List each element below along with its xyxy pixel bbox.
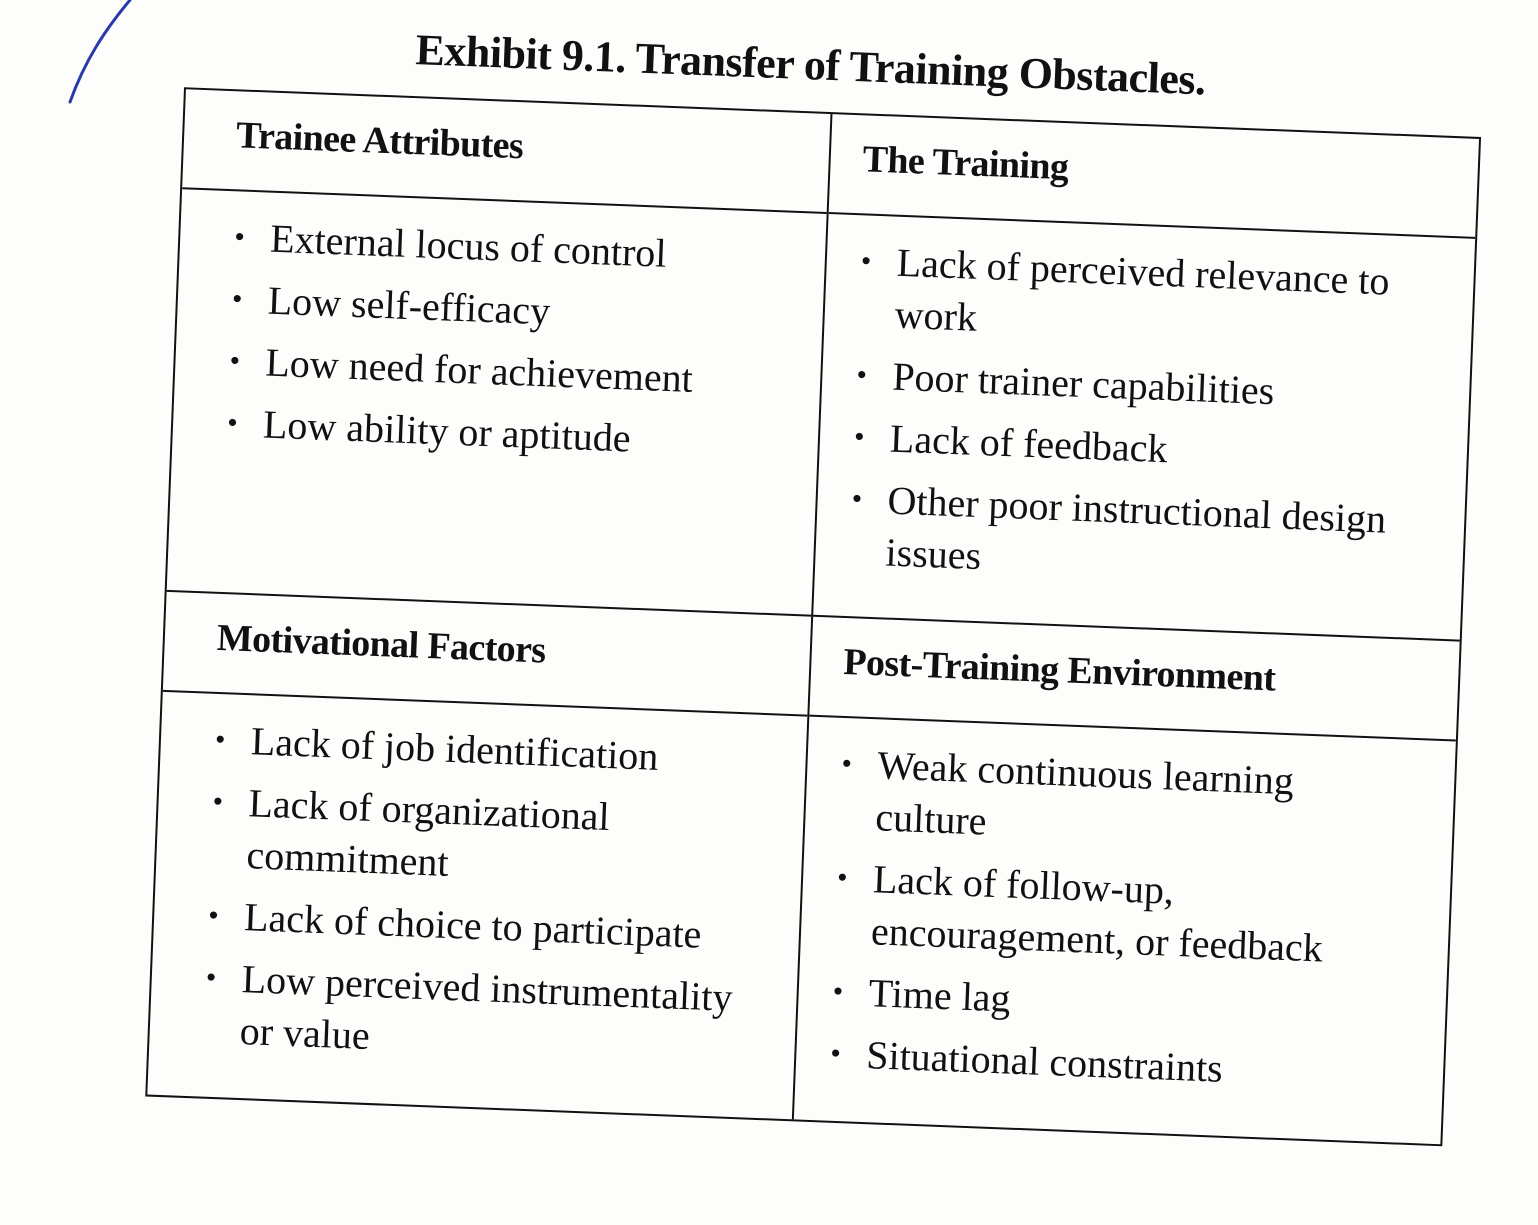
- list-item: [208, 776, 765, 901]
- bullet-icon: •: [226, 406, 239, 440]
- obstacle-list: [172, 189, 826, 472]
- list-item: [229, 273, 784, 346]
- bullet-icon: •: [205, 960, 218, 995]
- exhibit-page: [129, 15, 1511, 1176]
- item-text: Lack of feedback: [889, 415, 1169, 472]
- quadrant-motivational-factors: [147, 592, 813, 1119]
- exhibit-title: Exhibit 9.1. Transfer of Training Obstacles.: [414, 25, 1207, 105]
- list-item: [856, 235, 1435, 361]
- bullet-icon: •: [228, 344, 241, 378]
- bullet-icon: •: [836, 860, 849, 895]
- list-item: [847, 473, 1426, 599]
- list-item: [212, 714, 767, 787]
- quadrant-header: Motivational Factors: [163, 592, 811, 717]
- item-text: Time lag: [867, 970, 1012, 1021]
- bullet-icon: •: [853, 420, 866, 454]
- item-text: Situational constraints: [865, 1032, 1224, 1091]
- item-text: Low self-efficacy: [267, 277, 552, 334]
- item-text: Lack of perceived relevance to work: [893, 239, 1391, 340]
- quadrant-post-training-environment: [794, 617, 1460, 1144]
- item-text: Low need for achievement: [264, 339, 694, 401]
- list-item: [201, 952, 758, 1077]
- list-item: [830, 966, 1407, 1040]
- bullet-icon: •: [855, 358, 868, 392]
- list-item: [231, 211, 786, 284]
- obstacles-grid: [145, 87, 1481, 1146]
- bullet-icon: •: [860, 244, 872, 278]
- item-text: Poor trainer capabilities: [891, 353, 1276, 414]
- bullet-icon: •: [207, 898, 220, 933]
- list-item: [851, 411, 1428, 485]
- item-text: Other poor instructional design issues: [884, 477, 1387, 579]
- item-text: Lack of follow-up, encouragement, or feedback: [870, 856, 1324, 971]
- bullet-icon: •: [214, 722, 227, 757]
- item-text: Low ability or aptitude: [262, 401, 632, 461]
- quadrant-trainee-attributes: [167, 89, 833, 616]
- bullet-icon: •: [851, 482, 863, 516]
- list-item: [205, 890, 760, 963]
- quadrant-header: The Training: [829, 114, 1479, 239]
- item-text: Lack of choice to participate: [243, 894, 703, 957]
- bullet-icon: •: [211, 784, 224, 819]
- item-text: Low perceived instrumentality or value: [238, 956, 734, 1059]
- item-text: Lack of organizational commitment: [245, 780, 611, 885]
- item-text: Weak continuous learning culture: [874, 742, 1295, 844]
- list-item: [227, 335, 782, 408]
- list-item: [224, 397, 779, 470]
- bullet-icon: •: [231, 282, 244, 316]
- quadrant-header: Post-Training Environment: [809, 617, 1459, 742]
- quadrant-header: Trainee Attributes: [182, 89, 830, 214]
- obstacle-list: [815, 214, 1475, 601]
- obstacle-list: [795, 717, 1455, 1104]
- item-text: Lack of job identification: [250, 718, 660, 779]
- quadrant-the-training: [813, 114, 1479, 641]
- bullet-icon: •: [832, 974, 844, 1009]
- bullet-icon: •: [840, 746, 853, 781]
- list-item: [832, 852, 1411, 978]
- list-item: [837, 738, 1416, 864]
- bullet-icon: •: [233, 220, 246, 254]
- obstacle-list: [149, 692, 807, 1078]
- list-item: [827, 1028, 1404, 1102]
- list-item: [853, 349, 1430, 423]
- item-text: External locus of control: [269, 215, 668, 276]
- bullet-icon: •: [829, 1036, 842, 1071]
